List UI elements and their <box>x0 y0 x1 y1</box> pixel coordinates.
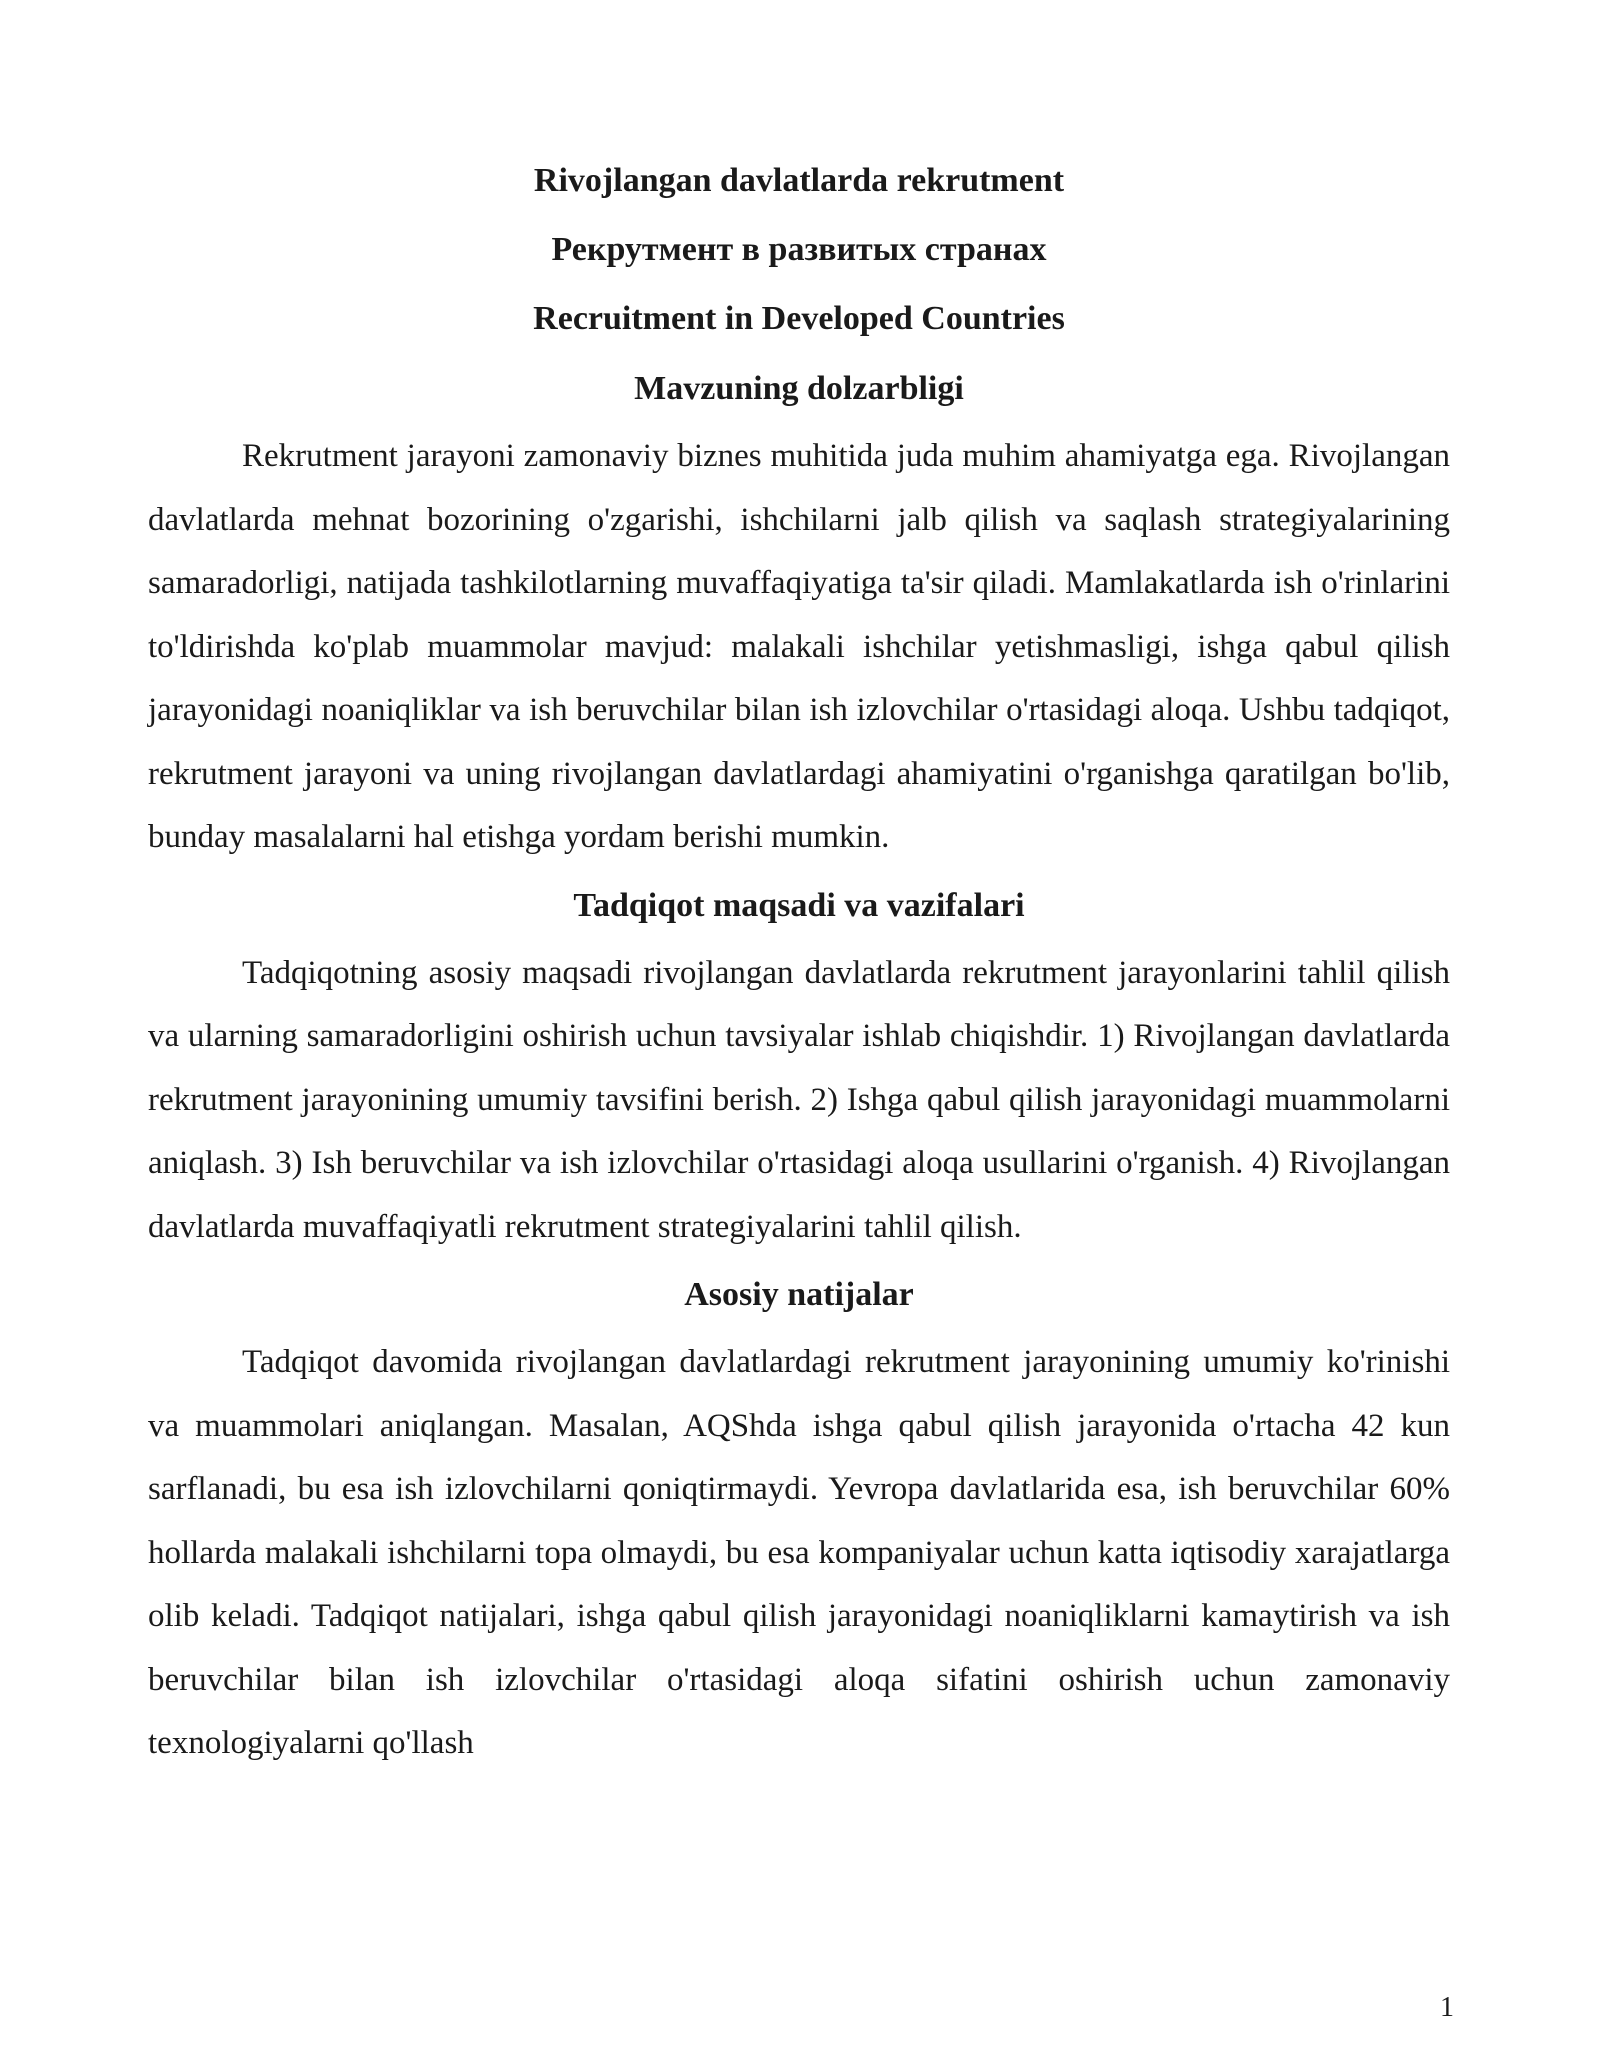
section-body-relevance: Rekrutment jarayoni zamonaviy biznes muhitida juda muhim ahamiyatga ega. Rivojlangan davlatlarda mehnat bozorining o'zgarishi, ishchilarni jalb qilish va saqlash strategiyalarining samaradorligi, natijada tashkilotlarning muvaffaqiyatiga ta'sir qiladi. Mamlakatlarda ish o'rinlarini to'ldirishda ko'plab muammolar mavjud: malakali ishchilar yetishmasligi, ishga qabul qilish jarayonidagi noaniqliklar va ish beruvchilar bilan ish izlovchilar o'rtasidagi aloqa. Ushbu tadqiqot, rekrutment jarayoni va uning rivojlangan davlatlardagi ahamiyatini o'rganishga qaratilgan bo'lib, bunday masalalarni hal etishga yordam berishi mumkin. <box>148 438 1450 855</box>
section-body-goals: Tadqiqotning asosiy maqsadi rivojlangan davlatlarda rekrutment jarayonlarini tahlil qilish va ularning samaradorligini oshirish uchun tavsiyalar ishlab chiqishdir. 1) Rivojlangan davlatlarda rekrutment jarayonining umumiy tavsifini berish. 2) Ishga qabul qilish jarayonidagi muammolarni aniqlash. 3) Ish beruvchilar va ish izlovchilar o'rtasidagi aloqa usullarini o'rganish. 4) Rivojlangan davlatlarda muvaffaqiyatli rekrutment strategiyalarini tahlil qilish. <box>148 954 1450 1245</box>
page-number: 1 <box>1440 1992 1454 2023</box>
page-content <box>148 146 1450 1776</box>
title-block <box>148 146 1450 353</box>
section-heading-relevance: Mavzuning dolzarbligi <box>634 370 964 407</box>
section-body-results: Tadqiqot davomida rivojlangan davlatlardagi rekrutment jarayonining umumiy ko'rinishi va muammolari aniqlangan. Masalan, AQShda ishga qabul qilish jarayonida o'rtacha 42 kun sarflanadi, bu esa ish izlovchilarni qoniqtirmaydi. Yevropa davlatlarida esa, ish beruvchilar 60% hollarda malakali ishchilarni topa olmaydi, bu esa kompaniyalar uchun katta iqtisodiy xarajatlarga olib keladi. Tadqiqot natijalari, ishga qabul qilish jarayonidagi noaniqliklarni kamaytirish va ish beruvchilar bilan ish izlovchilar o'rtasidagi aloqa sifatini oshirish uchun zamonaviy texnologiyalarni qo'llash <box>148 1344 1450 1761</box>
section-heading-results: Asosiy natijalar <box>684 1276 914 1313</box>
section-heading-goals: Tadqiqot maqsadi va vazifalari <box>573 886 1025 924</box>
title-english: Recruitment in Developed Countries <box>533 300 1065 337</box>
title-uzbek: Rivojlangan davlatlarda rekrutment <box>533 162 1065 199</box>
title-russian: Рекрутмент в развитых странах <box>551 231 1047 268</box>
